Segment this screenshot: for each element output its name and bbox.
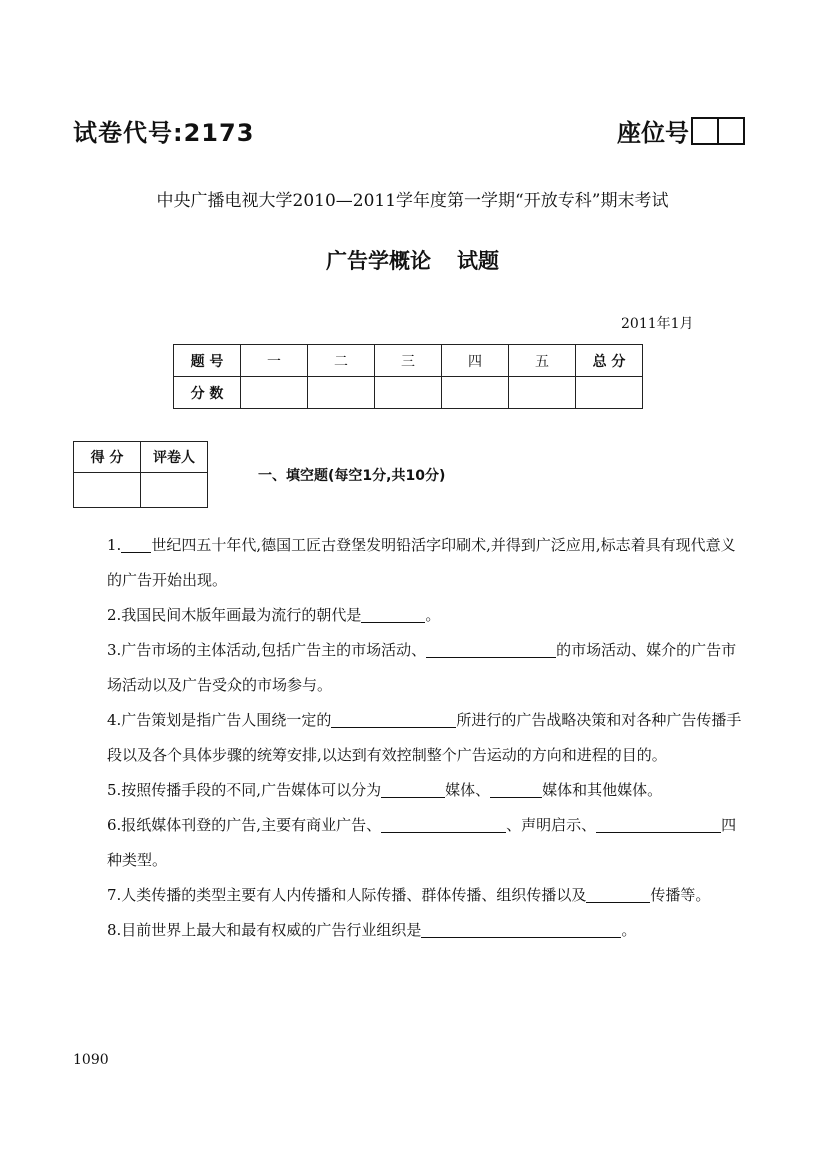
subject-suffix: 试题 — [457, 249, 499, 273]
column-label: 四 — [442, 345, 509, 377]
exam-title: 中央广播电视大学2010—2011学年度第一学期“开放专科”期末考试 — [156, 191, 669, 211]
column-label: 二 — [308, 345, 375, 377]
question-5 — [73, 773, 745, 808]
score-table-score-row — [174, 377, 643, 409]
answer-blank — [586, 884, 650, 903]
seat-boxes — [691, 117, 745, 145]
question-end: 所进行的广告战略决策和对各种广告传播手段以及各个具体步骤的统筹安排,以达到有效控制整个广告运动的方向和进程的目的。 — [107, 711, 742, 764]
score-table — [173, 344, 643, 409]
question-text: 2.我国民间木版年画最为流行的朝代是 — [107, 606, 362, 624]
grader-table-header-row — [74, 442, 208, 473]
score-cell — [509, 377, 576, 409]
score-cell — [375, 377, 442, 409]
question-end: 。 — [621, 921, 637, 939]
answer-blank — [421, 919, 621, 938]
score-cell — [442, 377, 509, 409]
question-list — [73, 528, 745, 948]
answer-blank — [361, 604, 425, 623]
question-text: 3.广告市场的主体活动,包括广告主的市场活动、 — [107, 641, 427, 659]
answer-blank — [331, 709, 456, 728]
section-title: 一、填空题(每空1分,共10分) — [258, 468, 446, 484]
question-7 — [73, 878, 745, 913]
question-2 — [73, 598, 745, 633]
grader-table — [73, 441, 208, 508]
answer-blank — [381, 779, 445, 798]
question-text: 7.人类传播的类型主要有人内传播和人际传播、群体传播、组织传播以及 — [107, 886, 587, 904]
question-end: 传播等。 — [650, 886, 711, 904]
score-label: 分 数 — [174, 377, 241, 409]
question-text: 8.目前世界上最大和最有权威的广告行业组织是 — [107, 921, 422, 939]
question-3 — [73, 633, 745, 703]
column-label: 一 — [241, 345, 308, 377]
grader-name-label: 评卷人 — [141, 442, 208, 473]
question-text: 6.报纸媒体刊登的广告,主要有商业广告、 — [107, 816, 382, 834]
grader-name-cell — [141, 473, 208, 508]
question-text: 4.广告策划是指广告人围绕一定的 — [107, 711, 332, 729]
grader-score-cell — [74, 473, 141, 508]
question-text: 5.按照传播手段的不同,广告媒体可以分为 — [107, 781, 382, 799]
question-mid: 媒体、 — [445, 781, 491, 799]
seat-label: 座位号 — [617, 119, 689, 147]
question-end: 媒体和其他媒体。 — [542, 781, 663, 799]
question-number-label: 题 号 — [174, 345, 241, 377]
page-number: 1090 — [73, 1052, 109, 1068]
column-label: 五 — [509, 345, 576, 377]
question-end: 。 — [425, 606, 441, 624]
total-score-label: 总 分 — [576, 345, 643, 377]
seat-box — [691, 117, 719, 145]
exam-date: 2011年1月 — [621, 316, 694, 332]
answer-blank — [426, 639, 556, 658]
column-label: 三 — [375, 345, 442, 377]
subject-name: 广告学概论 — [326, 249, 431, 273]
question-8 — [73, 913, 745, 948]
answer-blank — [381, 814, 506, 833]
grader-table-blank-row — [74, 473, 208, 508]
total-score-cell — [576, 377, 643, 409]
score-cell — [308, 377, 375, 409]
question-4 — [73, 703, 745, 773]
score-cell — [241, 377, 308, 409]
answer-blank — [121, 534, 151, 553]
question-end: 的市场活动、媒介的广告市场活动以及广告受众的市场参与。 — [107, 641, 737, 694]
subject-title — [0, 245, 825, 275]
question-mid: 、声明启示、 — [506, 816, 597, 834]
seat-box — [719, 117, 745, 145]
question-6 — [73, 808, 745, 878]
paper-code: 试卷代号:2173 — [73, 119, 255, 147]
score-table-header-row — [174, 345, 643, 377]
grader-score-label: 得 分 — [74, 442, 141, 473]
question-number: 1. — [107, 536, 122, 554]
question-text: 世纪四五十年代,德国工匠古登堡发明铅活字印刷术,并得到广泛应用,标志着具有现代意义的广告开始出现。 — [107, 536, 736, 589]
question-end: 四种类型。 — [107, 816, 737, 869]
answer-blank — [596, 814, 721, 833]
answer-blank — [490, 779, 542, 798]
seat-number — [617, 113, 745, 148]
question-1 — [73, 528, 745, 598]
